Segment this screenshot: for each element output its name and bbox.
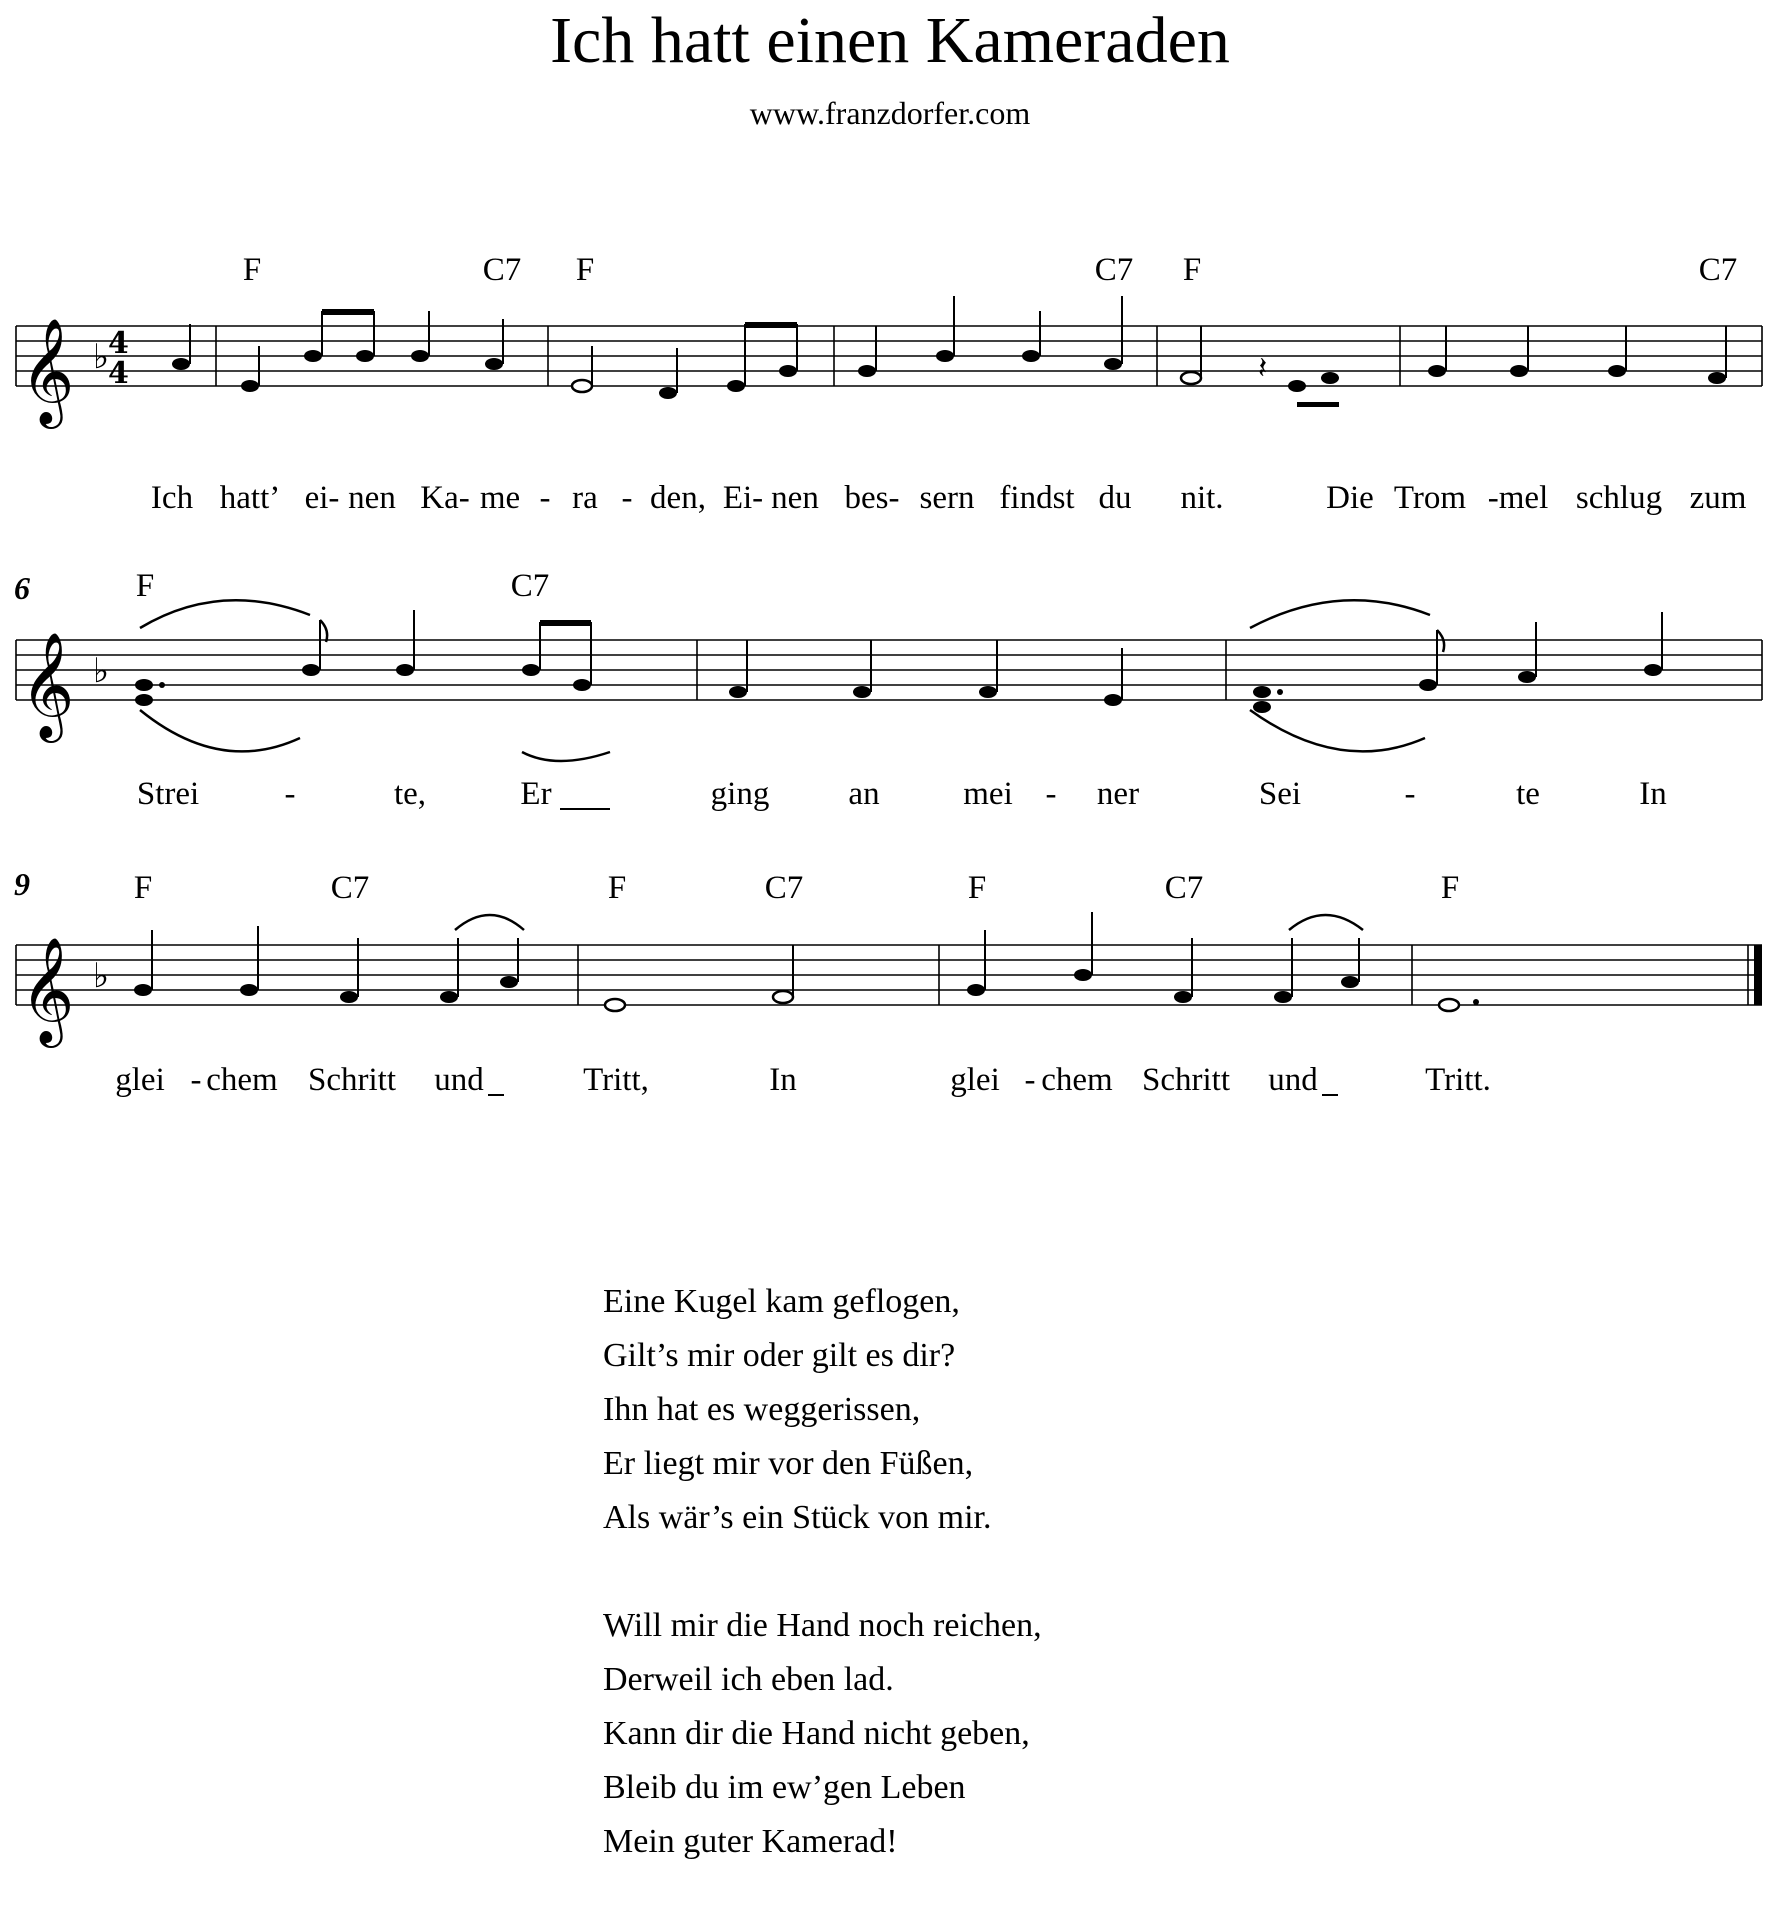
flat-sign-icon: ♭ (93, 651, 110, 691)
lyric-syllable: - (1045, 776, 1057, 812)
lyric-syllable: Trom (1393, 480, 1467, 516)
lyric-syllable: glei (950, 1062, 1000, 1098)
measure-number: 9 (14, 866, 30, 902)
lyric-syllable: du (1098, 480, 1132, 516)
svg-text:4: 4 (108, 356, 129, 391)
measure-number: 6 (14, 570, 30, 606)
lyric-syllable: schlug (1575, 480, 1663, 516)
lyric-syllable: -mel (1487, 480, 1549, 516)
treble-clef-icon: 𝄞 (20, 936, 75, 1043)
verse-line: Als wär’s ein Stück von mir. (603, 1499, 992, 1536)
lyric-syllable: ra (572, 480, 598, 516)
melisma-line (1322, 1094, 1338, 1096)
chord-symbol: F (1182, 252, 1202, 288)
chord-symbol: F (1440, 870, 1460, 906)
chord-symbol: F (575, 252, 595, 288)
chord-symbol: C7 (764, 870, 804, 906)
verse-line: Bleib du im ew’gen Leben (603, 1769, 966, 1806)
verse-line: Mein guter Kamerad! (603, 1823, 898, 1860)
treble-clef-icon: 𝄞 (20, 631, 75, 738)
flat-sign-icon: ♭ (93, 337, 110, 377)
verse-line: Derweil ich eben lad. (603, 1661, 894, 1698)
website-url: www.franzdorfer.com (749, 95, 1031, 131)
lyric-syllable: hatt’ (219, 480, 281, 516)
treble-clef-icon: 𝄞 (20, 317, 75, 424)
lyric-syllable: Ich (150, 480, 194, 516)
lyric-syllable: an (848, 776, 880, 812)
verse-line: Er liegt mir vor den Füßen, (603, 1445, 974, 1482)
lyric-syllable: - (621, 480, 633, 516)
chord-symbol: F (607, 870, 627, 906)
lyric-syllable: Ei- (722, 480, 764, 516)
lyric-syllable: ging (710, 776, 770, 812)
verse-line: Will mir die Hand noch reichen, (603, 1607, 1042, 1644)
chord-symbol: C7 (1698, 252, 1738, 288)
chord-symbol: C7 (1164, 870, 1204, 906)
lyric-syllable: - (1404, 776, 1416, 812)
lyric-syllable: Schritt (1142, 1062, 1230, 1098)
lyric-syllable: Sei (1258, 776, 1302, 812)
lyric-syllable: bes- (844, 480, 900, 516)
melisma-line (488, 1094, 504, 1096)
lyric-syllable: und (434, 1062, 484, 1098)
lyric-syllable: Die (1326, 480, 1374, 516)
lyric-syllable: Strei (136, 776, 200, 812)
lyric-syllable: - (1024, 1062, 1036, 1098)
flat-sign-icon: ♭ (93, 956, 110, 996)
lyric-syllable: chem (206, 1062, 278, 1098)
lyric-syllable: - (284, 776, 296, 812)
lyric-syllable: nen (348, 480, 396, 516)
verse-line: Kann dir die Hand nicht geben, (603, 1715, 1030, 1752)
lyric-syllable: Er (520, 776, 552, 812)
lyric-syllable: te, (393, 776, 427, 812)
svg-text:𝄽: 𝄽 (1258, 351, 1268, 386)
lyric-syllable: - (190, 1062, 202, 1098)
chord-symbol: C7 (330, 870, 370, 906)
verse-3 (603, 1599, 1042, 1869)
chord-symbol: F (242, 252, 262, 288)
lyric-syllable: - (539, 480, 551, 516)
song-title: Ich hatt einen Kameraden (550, 4, 1230, 77)
lyric-syllable: mei (963, 776, 1013, 812)
chord-symbol: F (967, 870, 987, 906)
lyric-syllable: Ka- (420, 480, 470, 516)
lyric-syllable: sern (919, 480, 975, 516)
chord-symbol: C7 (510, 568, 550, 604)
verse-2 (603, 1275, 1042, 1545)
chord-symbol: F (135, 568, 155, 604)
lyric-syllable: findst (999, 480, 1075, 516)
lyric-syllable: ner (1096, 776, 1140, 812)
lyric-syllable: ei- (304, 480, 340, 516)
lyric-syllable: Tritt. (1425, 1062, 1491, 1098)
lyric-syllable: te (1516, 776, 1540, 812)
lyric-syllable: glei (115, 1062, 165, 1098)
lyric-syllable: nit. (1180, 480, 1224, 516)
lyric-syllable: Tritt, (583, 1062, 649, 1098)
chord-symbol: C7 (1094, 252, 1134, 288)
lyric-syllable: zum (1689, 480, 1747, 516)
lyric-syllable: In (1639, 776, 1667, 812)
lyric-syllable: den, (650, 480, 706, 516)
lyric-syllable: In (769, 1062, 797, 1098)
chord-symbol: C7 (482, 252, 522, 288)
lyric-syllable: chem (1041, 1062, 1113, 1098)
verse-line: Ihn hat es weggerissen, (603, 1391, 921, 1428)
additional-verses (603, 1275, 1042, 1923)
lyric-syllable: und (1268, 1062, 1318, 1098)
chord-symbol: F (133, 870, 153, 906)
verse-line: Eine Kugel kam geflogen, (603, 1283, 960, 1320)
svg-text:4: 4 (108, 326, 129, 361)
lyric-syllable: me (479, 480, 521, 516)
lyric-syllable: nen (771, 480, 819, 516)
lyric-syllable: Schritt (308, 1062, 396, 1098)
verse-line: Gilt’s mir oder gilt es dir? (603, 1337, 956, 1374)
